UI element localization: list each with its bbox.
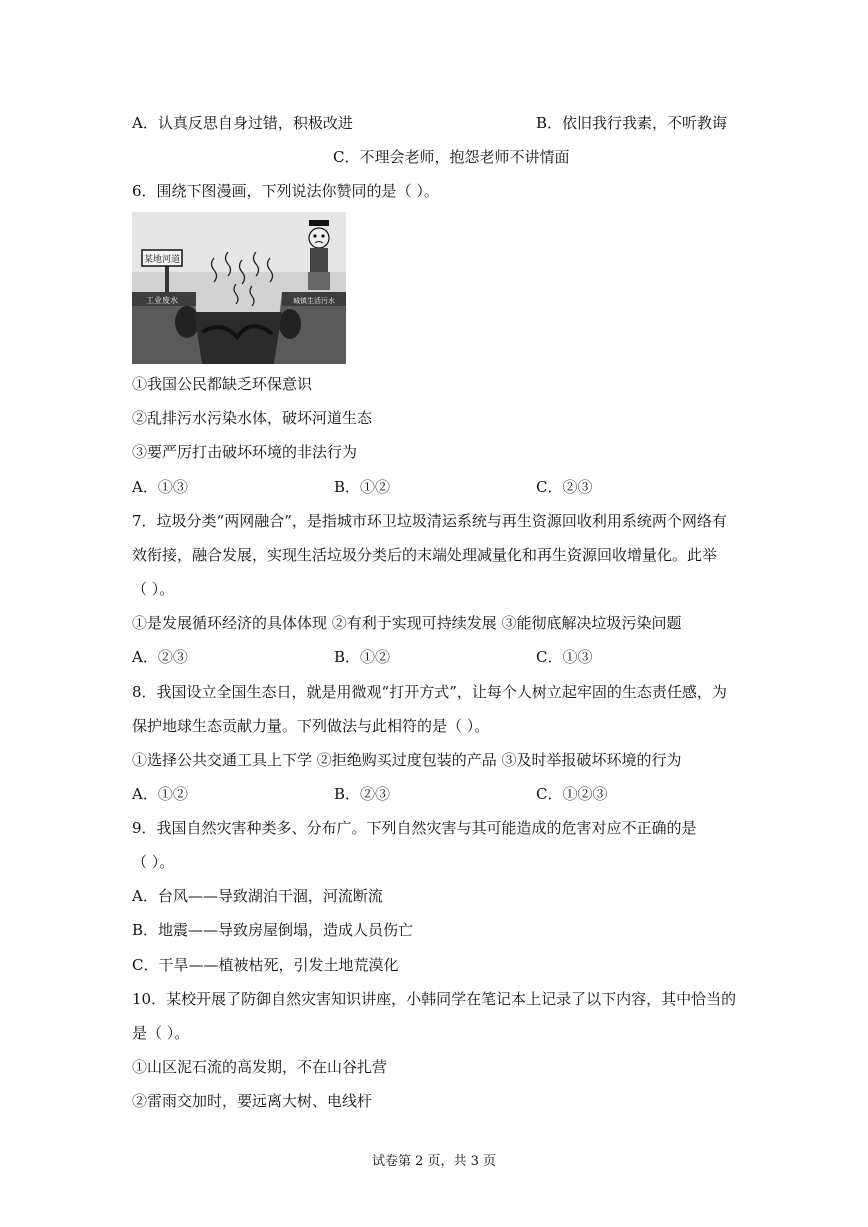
q5-option-a: A．认真反思自身过错，积极改进 [132,114,353,132]
q9-option-b: B．地震——导致房屋倒塌，造成人员伤亡 [132,921,414,939]
q8-option-a: A．①② [132,785,188,803]
cartoon-left-pipe-label: 工业废水 [146,296,178,305]
cartoon-right-pipe-label: 城镇生活污水 [293,297,335,305]
q6-item-2: ②乱排污水污染水体，破坏河道生态 [132,409,373,427]
pollution-cartoon [132,212,346,364]
q10-stem-line-2: 是（ ）。 [132,1024,190,1042]
q6-option-a: A．①③ [132,478,188,496]
q6-option-c: C．②③ [536,478,593,496]
q8-items: ①选择公共交通工具上下学 ②拒绝购买过度包装的产品 ③及时举报破坏环境的行为 [132,751,682,769]
q9-option-a: A．台风——导致湖泊干涸，河流断流 [132,887,383,905]
cartoon-sign-text: 某地河道 [143,255,181,265]
q10-item-1: ①山区泥石流的高发期，不在山谷扎营 [132,1058,388,1076]
q7-stem-line-1: 7．垃圾分类“两网融合”，是指城市环卫垃圾清运系统与再生资源回收利用系统两个网络有 [132,512,727,530]
page-footer: 试卷第 2 页，共 3 页 [371,1154,497,1169]
q9-option-c: C．干旱——植被枯死，引发土地荒漠化 [132,956,399,974]
q8-option-b: B．②③ [334,785,391,803]
q10-stem-line-1: 10．某校开展了防御自然灾害知识讲座，小韩同学在笔记本上记录了以下内容，其中恰当的 [132,990,737,1008]
q7-items: ①是发展循环经济的具体体现 ②有利于实现可持续发展 ③能彻底解决垃圾污染问题 [132,614,682,632]
q5-option-b: B．依旧我行我素，不听教诲 [536,114,728,132]
q9-stem-line-2: （ ）。 [132,853,175,871]
q6-item-3: ③要严厉打击破坏环境的非法行为 [132,443,358,461]
q5-option-c: C．不理会老师，抱怨老师不讲情面 [333,148,570,166]
q10-item-2: ②雷雨交加时，要远离大树、电线杆 [132,1092,373,1110]
q7-stem-line-3: （ ）。 [132,580,175,598]
q6-option-b: B．①② [334,478,391,496]
q6-item-1: ①我国公民都缺乏环保意识 [132,375,313,393]
q8-option-c: C．①②③ [536,785,608,803]
q8-stem-line-2: 保护地球生态贡献力量。下列做法与此相符的是（ ）。 [132,717,490,735]
q8-stem-line-1: 8．我国设立全国生态日，就是用微观“打开方式”，让每个人树立起牢固的生态责任感，为 [132,683,727,701]
q6-stem: 6．围绕下图漫画，下列说法你赞同的是（ ）。 [132,182,439,200]
q7-option-a: A．②③ [132,648,188,666]
q9-stem-line-1: 9．我国自然灾害种类多、分布广。下列自然灾害与其可能造成的危害对应不正确的是 [132,819,697,837]
q7-stem-line-2: 效衔接，融合发展，实现生活垃圾分类后的末端处理减量化和再生资源回收增量化。此举 [132,546,718,564]
q7-option-b: B．①② [334,648,391,666]
q7-option-c: C．①③ [536,648,593,666]
